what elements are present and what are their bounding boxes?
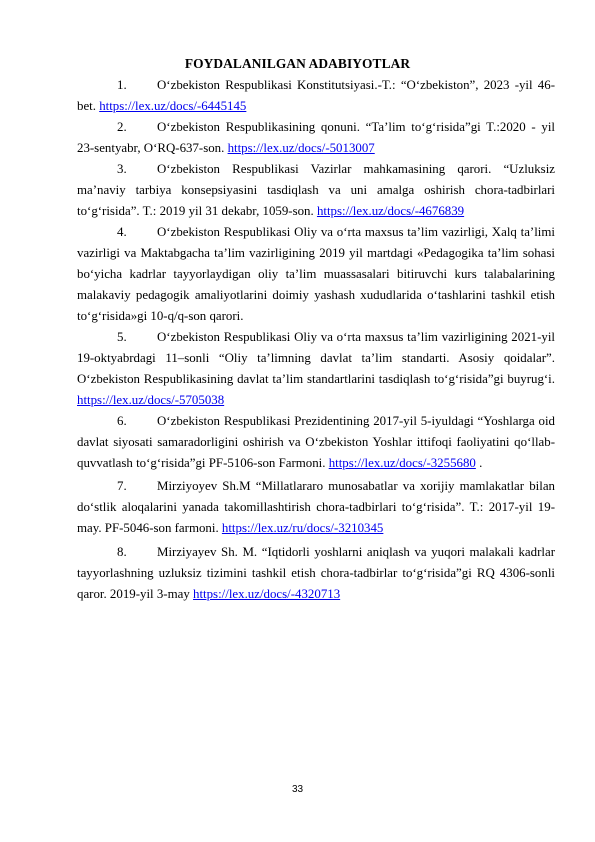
reference-number: 4.: [117, 225, 127, 239]
reference-text: O‘zbekiston Respublikasi Vazirlar mahkamasining qarori. “Uzluksiz ma’naviy tarbiya konsepsiyasini tasdiqlash va uni amalga oshirish chora-tadbirlari to‘g‘risida”. T.: 2019 yil 31 dekabr, 1059-son.: [77, 162, 555, 218]
reference-text: O‘zbekiston Respublikasi Konstitutsiyasi.-T.: “O‘zbekiston”, 2023 -yil 46-bet.: [77, 78, 555, 113]
reference-number: 2.: [117, 120, 127, 134]
reference-text: O‘zbekiston Respublikasi Oliy va o‘rta maxsus ta’lim vazirligi, Xalq ta’limi vazirligi va Maktabgacha ta’lim vazirligining 2019 yil martdagi «Pedagogika ta’lim sohasi bo‘yicha kadrlar tayyorlaydigan oliy ta’lim muassasalari bitiruvchi kurs talabalarining malakaviy pedagogik amaliyotlarini doimiy yashash xududlarida o‘tashlarini tashkil etish to‘g‘risida»gi 10-q/q-son qarori.: [77, 225, 555, 323]
page-number: 33: [291, 784, 304, 795]
reference-link[interactable]: https://lex.uz/docs/-5705038: [77, 393, 225, 407]
reference-text: O‘zbekiston Respublikasi Prezidentining 2017-yil 5-iyuldagi “Yoshlarga oid davlat siyosati samaradorligini oshirish va O‘zbekiston Yoshlar ittifoqi faoliyatini qo‘llab-quvvatlash to‘g‘risida”gi PF-5106-son Farmoni.: [77, 414, 555, 470]
reference-number: 8.: [117, 545, 127, 559]
reference-item: [77, 542, 555, 605]
reference-text: Mirziyoyev Sh.M “Millatlararo munosabatlar va xorijiy mamlakatlar bilan do‘stlik aloqalarini yanada takomillashtirish chora-tadbirlari to‘g‘risida”. T.: 2017-yil 19-may. PF-5046-son farmoni.: [77, 479, 555, 535]
reference-link[interactable]: https://lex.uz/ru/docs/-3210345: [221, 521, 384, 535]
reference-text: O‘zbekiston Respublikasining qonuni. “Ta’lim to‘g‘risida”gi T.:2020 - yil 23-sentyabr, O‘RQ-637-son.: [77, 120, 555, 155]
reference-number: 7.: [117, 479, 127, 493]
reference-text: Mirziyayev Sh. M. “Iqtidorli yoshlarni aniqlash va yuqori malakali kadrlar tayyorlashning uzluksiz tizimini tashkil etish chora-tadbirlar to‘g‘risida”gi RQ 4306-sonli qaror. 2019-yil 3-may: [77, 545, 555, 601]
reference-link[interactable]: https://lex.uz/docs/-6445145: [99, 99, 247, 113]
reference-tail: .: [475, 456, 483, 470]
reference-number: 6.: [117, 414, 127, 428]
reference-link[interactable]: https://lex.uz/docs/-5013007: [227, 141, 375, 155]
reference-number: 5.: [117, 330, 127, 344]
reference-item: [77, 476, 555, 539]
reference-number: 1.: [117, 78, 127, 92]
reference-link[interactable]: https://lex.uz/docs/-4676839: [316, 204, 465, 218]
reference-list: [77, 75, 555, 605]
reference-link[interactable]: https://lex.uz/docs/-3255680: [328, 456, 476, 470]
reference-item: [77, 222, 555, 327]
reference-item: [77, 117, 555, 159]
page-title: FOYDALANILGAN ADABIYOTLAR: [184, 56, 411, 71]
reference-item: [77, 327, 555, 411]
reference-item: [77, 159, 555, 222]
reference-link[interactable]: https://lex.uz/docs/-4320713: [193, 587, 341, 601]
reference-item: [77, 75, 555, 117]
reference-text: O‘zbekiston Respublikasi Oliy va o‘rta maxsus ta’lim vazirligining 2021-yil 19-oktyabrdagi 11–sonli “Oliy ta’limning davlat ta’lim standarti. Asosiy qoidalar”. O‘zbekiston Respublikasining davlat ta’lim standartlarini tasdiqlash to‘g‘risida”gi buyrug‘i.: [77, 330, 555, 386]
reference-item: [77, 411, 555, 474]
reference-number: 3.: [117, 162, 127, 176]
